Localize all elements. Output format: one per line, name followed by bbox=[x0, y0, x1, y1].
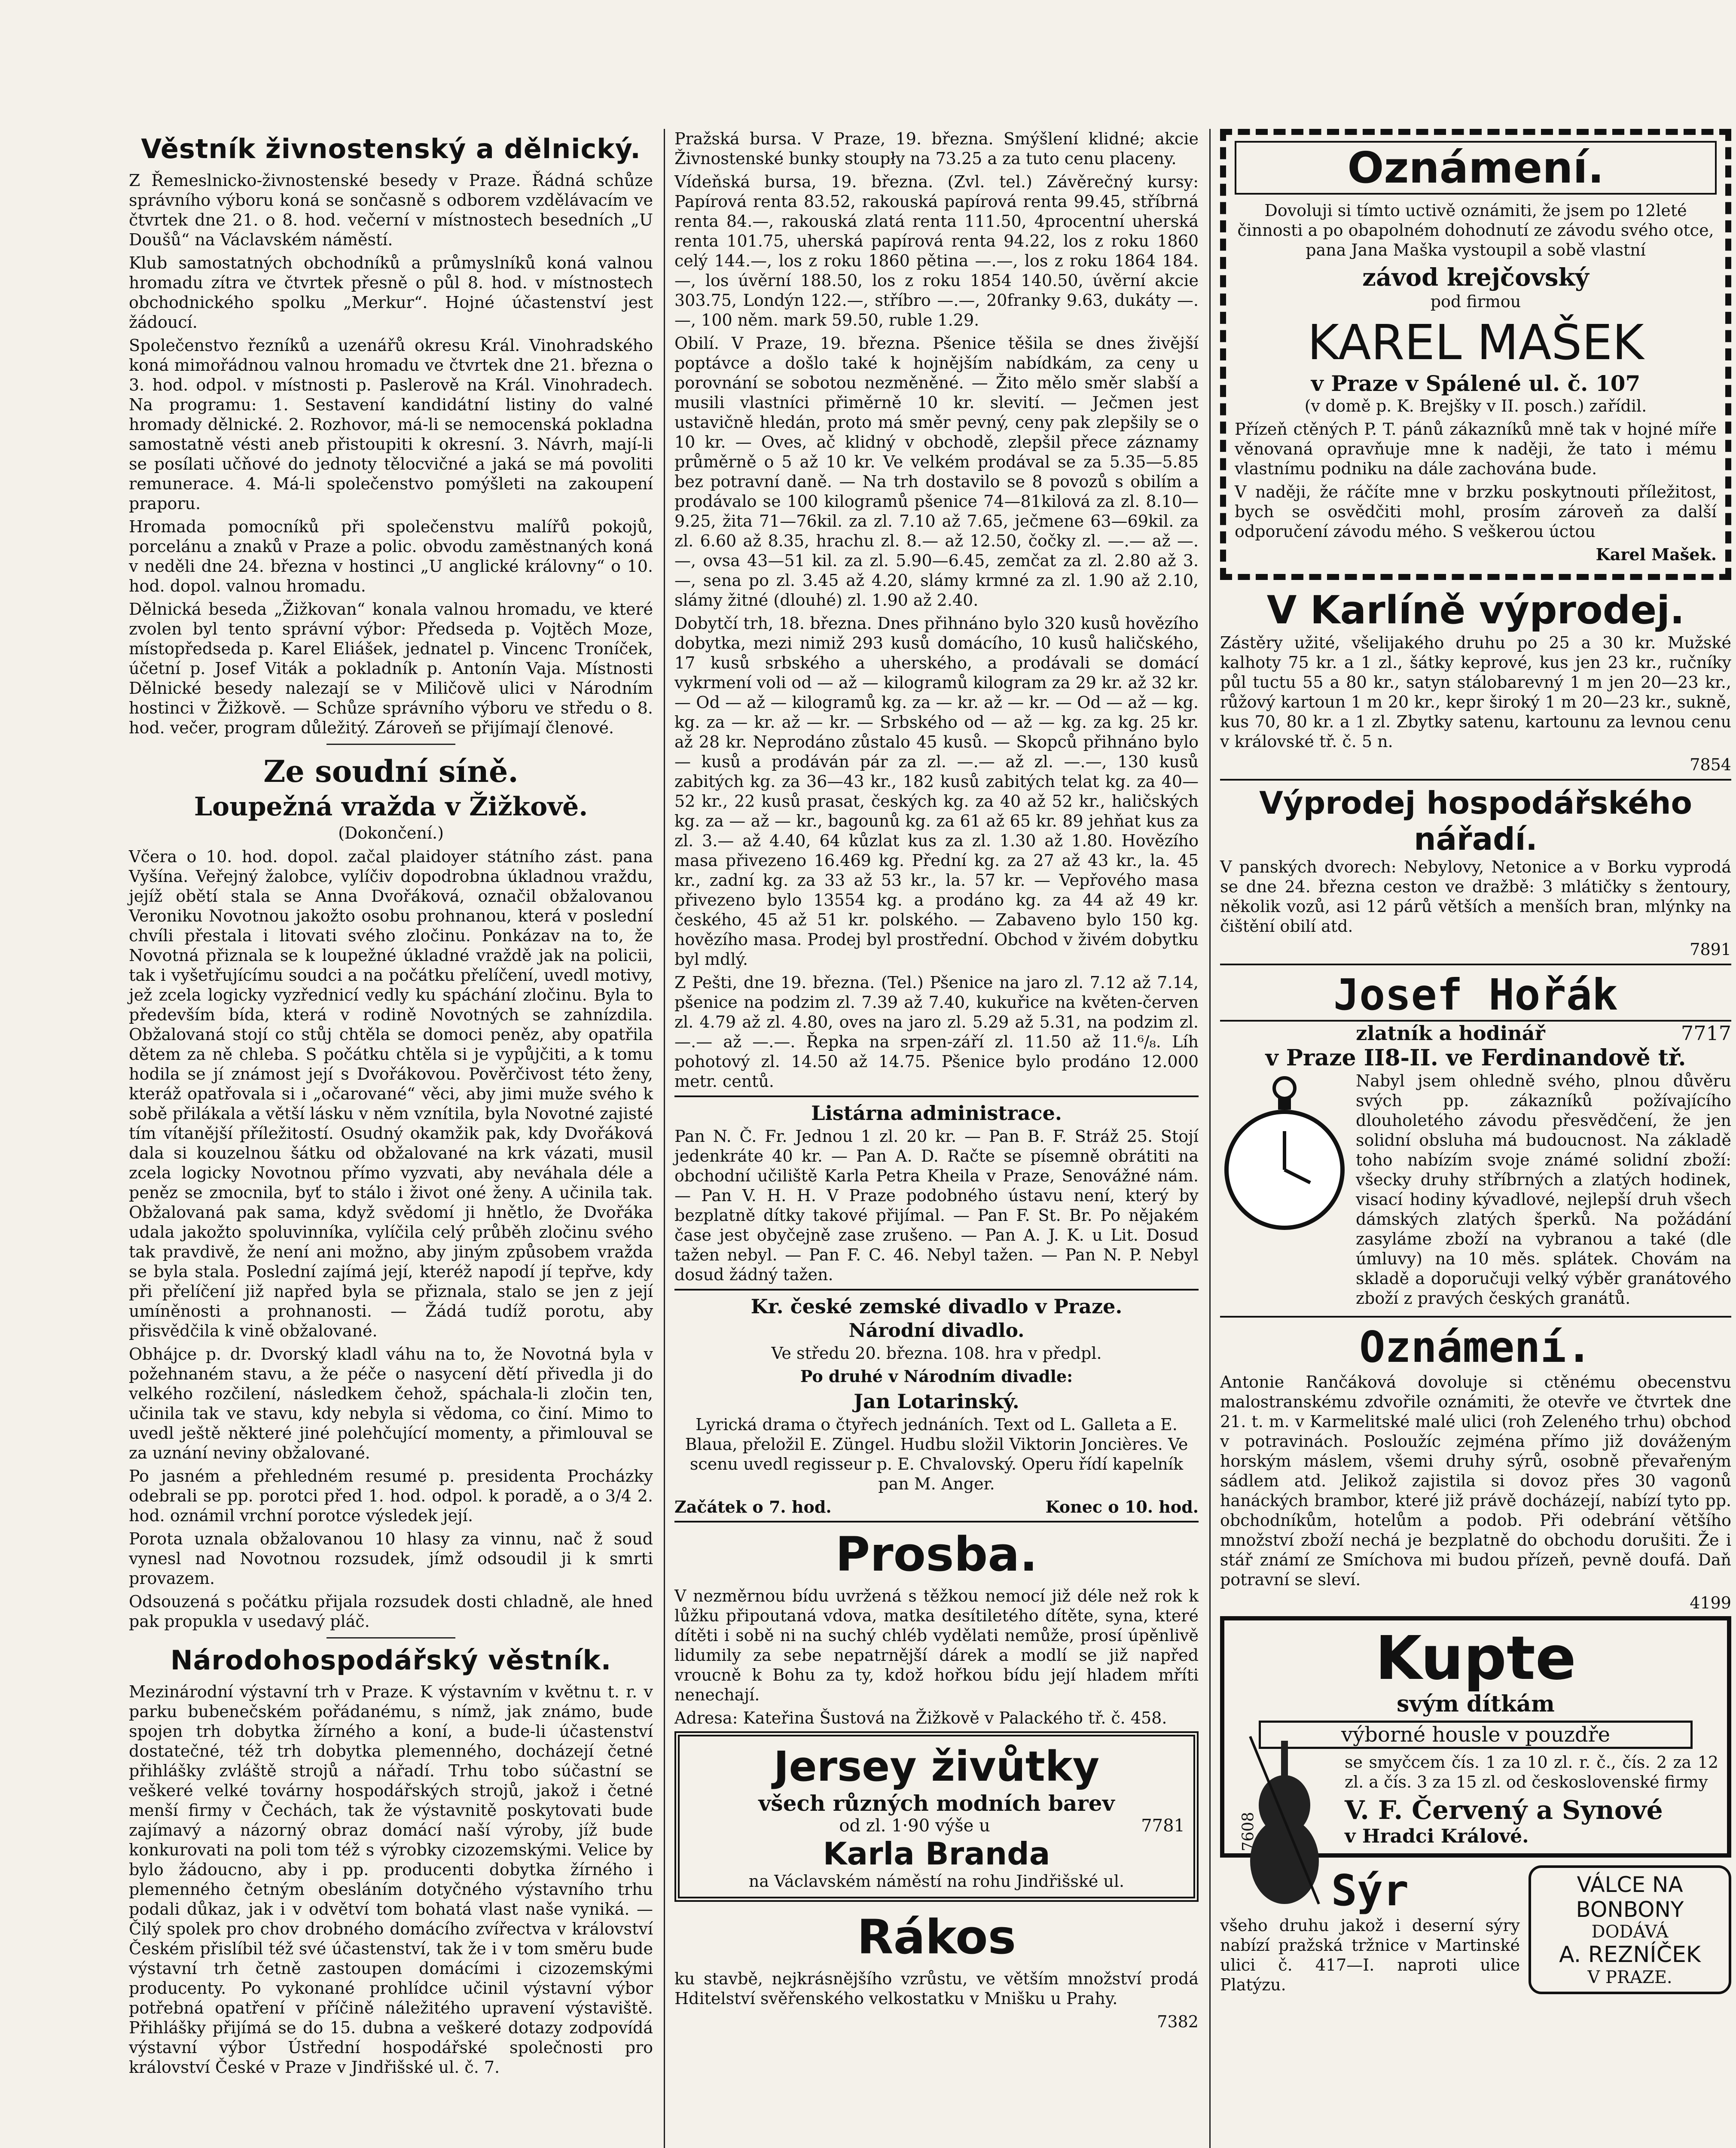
article-paragraph: Z Řemeslnicko-živnostenské besedy v Praze. Řádná schůze správního výboru koná se sončasně s odborem vzdělávacím ve čtvrtek dne 21. o 8. hod. večerní v místnostech besedních „U Doušů“ na Václavském náměstí. bbox=[129, 171, 653, 249]
divider bbox=[1220, 964, 1731, 965]
prosba-address: Adresa: Kateřina Šustová na Žižkově v Palackého tř. č. 458. bbox=[674, 1709, 1167, 1727]
article-paragraph: Dělnická beseda „Žižkovan“ konala valnou hromadu, ve které zvolen byl tento správní výbor: Předseda p. Vojtěch Moze, místopředseda p. Karel Eliášek, jednatel p. Vincenc Troníček, účetní p. Josef Viták a pokladník p. Antonín Vaja. Místnosti Dělnické besedy nalezají se v Miličově ulici v Národním hostinci v Žižkově. — Schůze správního výboru ve středu o 8. hod. večer, program důležitý. Zároveň se přijímají členové. bbox=[129, 600, 653, 737]
article-paragraph: Hromada pomocníků při společenstvu malířů pokojů, porcelánu a znaků v Praze a polic. obvodu zaměstnaných koná v neděli dne 24. března v hostinci „U anglické královny“ o 10. hod. dopol. valnou hromadu. bbox=[129, 517, 653, 595]
theatre-line: Po druhé v Národním divadle: bbox=[800, 1367, 1073, 1386]
rancakova-title: Oznámení. bbox=[1359, 1322, 1592, 1372]
masek-address: v Praze v Spálené ul. č. 107 bbox=[1311, 371, 1641, 396]
horak-num: 7717 bbox=[1681, 1022, 1731, 1045]
article-subtitle: (Dokončení.) bbox=[338, 824, 444, 842]
valce-name: A. REZNÍČEK bbox=[1559, 1942, 1701, 1968]
section-header-court: Ze soudní síně. bbox=[263, 754, 519, 789]
violin-icon bbox=[1242, 1732, 1327, 1913]
jersey-addr: na Václavském náměstí na rohu Jindřišské ul. bbox=[748, 1872, 1125, 1891]
theatre-times bbox=[674, 1497, 1199, 1516]
theatre-subtitle: Národní divadlo. bbox=[848, 1320, 1025, 1342]
prosba-title: Prosba. bbox=[835, 1527, 1038, 1582]
masek-text: Přízeň ctěných P. T. pánů zákazníků mně tak v hojné míře věnovaná opravňuje mne k naději, že tato i mému vlastnímu podniku na dále zachována bude. bbox=[1235, 420, 1717, 478]
jersey-name: Karla Branda bbox=[823, 1836, 1050, 1872]
listarna-text: Pan N. Č. Fr. Jednou 1 zl. 20 kr. — Pan B. F. Stráž 25. Stojí jedenkráte 40 kr. — Pan A. D. Račte se písemně obrátiti na obchodní učiliště Karla Petra Kheila v Praze, Senovážné nám. — Pan V. H. H. V Praze podobného ústavu není, který by bezplatně dítky takové přijímal. — Pan F. St. Br. Po nějakém čase jest obyčejně zase zrušeno. — Pan A. J. K. u Lit. Dosud tažen nebyl. — Pan F. C. 46. Nebyl tažen. — Pan N. P. Nebyl dosud žádný tažen. bbox=[674, 1127, 1199, 1284]
theatre-date: Ve středu 20. března. 108. hra v předpl. bbox=[771, 1344, 1102, 1363]
kupte-box: výborné housle v pouzdře bbox=[1259, 1721, 1693, 1749]
karlin-text: Zástěry užité, všelijakého druhu po 25 a 30 kr. Mužské kalhoty 75 kr. a 1 zl., šátky keprové, kus jen 23 kr., ručníky půl tuctu 55 a 80 kr., satyn stálobarevný 1 m jen 20—23 kr., růžový kartoun 1 m 20 kr., kepr široký 1 m 20—23 kr., sukně, kus 70, 80 kr. a 1 zl. Zbytky satenu, kartounu za levnou cenu v královské tř. č. 5 n. bbox=[1220, 633, 1731, 751]
divider bbox=[674, 1521, 1199, 1523]
kupte-num: 7608 bbox=[1239, 1812, 1257, 1852]
jersey-price: od zl. 1·90 výše u bbox=[839, 1816, 990, 1836]
jersey-sub: všech různých modních barev bbox=[758, 1791, 1115, 1816]
valce-title: VÁLCE NA BONBONY bbox=[1576, 1872, 1684, 1922]
horak-address: v Praze II8-II. ve Ferdinandově tř. bbox=[1265, 1045, 1686, 1071]
article-paragraph: Vídeňská bursa, 19. března. (Zvl. tel.) Závěrečný kursy: Papírová renta 83.52, rakouská papírová renta 99.45, stříbrná renta 84.—, rakouská zlatá renta 111.50, 4procentní uherská renta 101.75, uherská papírová renta 94.22, los z roku 1860 celý 144.—, los z roku 1860 pětina —.—, los z roku 1864 184.—, los úvěrní 188.50, los z roku 1854 140.50, úvěrní akcie 303.75, Londýn 122.—, stříbro —.—, 20franky 9.63, dukáty —.—, 100 něm. mark 59.50, ruble 1.29. bbox=[674, 172, 1199, 330]
column-rule bbox=[1209, 129, 1211, 2148]
masek-signature: Karel Mašek. bbox=[1596, 545, 1717, 564]
article-paragraph: Obilí. V Praze, 19. března. Pšenice těšila se dnes živější poptávce a došlo také k hojnějším nabídkám, za ceny u porovnání se sobotou nezměněné. — Žito mělo směr slabší a musili vlastníci přiměrně 10 kr. slevití. — Ječmen jest ustavičně hledán, proto má směr pevný, ceny pak zlepšily se o 10 kr. — Oves, ač klidný v obchodě, zlepšil přece záznamy průměrně o 5 až 10 kr. Ve velkém prodával se za 5.35—5.85 bez potravní daně. — Na trh dostavilo se 8 povozů s obilím a prodávalo se 100 kilogramů pšenice 74—81kilová za zl. 8.10—9.25, žita 71—76kil. za zl. 7.10 až 7.65, ječmene 63—69kil. za zl. 6.60 až 8.35, hrachu zl. 8.— až 12.50, čočky zl. —.— až —.—, ovsa 43—51 kil. za zl. 5.90—6.45, zemčat za zl. 2.80 až 3.—, sena po zl. 3.45 až 4.20, slámy krmné za zl. 1.90 až 2.10, slámy žitné (dlouhé) zl. 1.90 až 2.40. bbox=[674, 334, 1199, 610]
reznicek-ad bbox=[1529, 1865, 1731, 1994]
syr-text: všeho druhu jakož i deserní sýry nabízí pražská tržnice v Martinské ulici č. 417—I. naproti ulice Platýzu. bbox=[1220, 1916, 1520, 1994]
naradi-text: V panských dvorech: Nebylovy, Netonice a v Borku vyprodá se dne 24. března ceston ve dražbě: 3 mlátičky s žentoury, několik vozů, asi 12 párů větších a menších bran, mlýnky na čištění obilí atd. bbox=[1220, 857, 1731, 936]
kupte-city: v Hradci Králové. bbox=[1345, 1825, 1529, 1847]
prosba-text: V nezměrnou bídu uvržená s těžkou nemocí již déle než rok k lůžku připoutaná vdova, matka desítiletého dítěte, syna, které dítěti i sobě ni na suchý chléb vydělati nemůže, prosí úpěnlivě lidumily za sebe nepatrnější dárek a modlí se již napřed vroucně k Bohu za ty, kdož hořkou bídu její hladem mříti nenechají. bbox=[674, 1587, 1199, 1704]
theatre-title: Kr. české zemské divadlo v Praze. bbox=[751, 1295, 1123, 1318]
column-rule bbox=[664, 129, 665, 2148]
theatre-end: Konec o 10. hod. bbox=[1045, 1497, 1199, 1516]
masek-title: Oznámení. bbox=[1235, 141, 1717, 195]
section-header-trade: Věstník živnostenský a dělnický. bbox=[141, 133, 641, 165]
horak-text: Nabyl jsem ohledně svého, plnou důvěru svých pp. zákazníků požívajícího dlouholetého závodu přesvědčení, že jen solidní obsluha má budoucnost. Na základě toho nabízím svoje známé solidní zboží: všecky druhy stříbrných a zlatých hodinek, visací hodiny kývadlové, nejlepší druh všech dámských zlatých šperků. Na požádání zasyláme zboží na vybranou a také (dle úmluvy) na 10 měs. splátek. Chovám na skladě a doporučuji velký výběr granátového zboží z pravých českých granátů. bbox=[1356, 1071, 1731, 1308]
jersey-ad bbox=[674, 1731, 1199, 1902]
naradi-title: Výprodej hospodářského nářadí. bbox=[1259, 785, 1692, 857]
masek-text: V naději, že ráčíte mne v brzku poskytnouti příležitost, bych se osvědčiti mohl, prosím zároveň za další odporučení závodu mého. S veškerou úctou bbox=[1235, 482, 1717, 541]
divider bbox=[326, 744, 455, 745]
kupte-title: Kupte bbox=[1375, 1623, 1576, 1693]
article-paragraph: Společenstvo řezníků a uzenářů okresu Král. Vinohradského koná mimořádnou valnou hromadu ve čtvrtek dne 21. března o 3. hod. odpol. v místnosti p. Paslerově na Král. Vinohradech. Na programu: 1. Sestavení kandidátní listiny do valné hromady dělnické. 2. Rozhovor, má-li se nemocenská pokladna samostatně vésti aneb přistoupiti k okresní. 3. Návrh, mají-li se posílati učňové do jednoty tělocvičné a jaká se má povoliti remunerace. 4. Má-li společenstvo pomýšleti na zakoupení praporu. bbox=[129, 336, 653, 513]
listarna-title: Listárna administrace. bbox=[811, 1101, 1062, 1125]
divider bbox=[1220, 1316, 1731, 1318]
karlin-title: V Karlíně výprodej. bbox=[1266, 588, 1685, 633]
divider bbox=[674, 1289, 1199, 1291]
article-paragraph: Odsouzená s počátku přijala rozsudek dosti chladně, ale hned pak propukla v usedavý pláč. bbox=[129, 1592, 653, 1631]
masek-address2: (v domě p. K. Brejšky v II. posch.) zařídil. bbox=[1304, 397, 1647, 415]
valce-mid: DODÁVÁ bbox=[1591, 1922, 1669, 1942]
article-paragraph: Včera o 10. hod. dopol. začal plaidoyer státního zást. pana Vyšína. Veřejný žalobce, vylíčiv dopodrobna úkladnou vraždu, jejíž obětí stala se Anna Dvořáková, označil obžalovanou Veroniku Novotnou jakožto osobu prohnanou, která v poslední chvíli přestala i litovati svého zločinu. Ponkázav na to, že Novotná přiznala se k loupežné úkladné vraždě jak na policii, tak i vyšetřujícímu soudci a na počátku přelíčení, uvedl motivy, jež zcela logicky vyzřednicí vedly ku spáchání zločinu. Byla to především bída, která v rodině Novotných se zahnízdila. Obžalovaná stojí co stůj chtěla se domoci peněz, aby opatřila dětem za ně chleba. S počátku chtěla si je vypůjčiti, a k tomu hodila se jí známost její s Dvořákovou. Pověrčivost této ženy, kteráž opatřovala si i „očarované“ věci, aby jimi muže svého k sobě přilákala a větší lásku v něm vznítila, byla Novotné zajisté tím vítanější příležitostí. Osudný okamžik pak, kdy Dvořáková dala si kouzelnou šátku od obžalované na krk vázati, musil zcela logicky Novotnou přímo vyzvati, aby neváhala déle a peněz se zmocnila, byť to stálo i život oné ženy. A učinila tak. Obžalovaná pak sama, když svědomí ji hnětlo, že Dvořáka udala jakožto spoluvinníka, vylíčila celý průběh zločinu svého tak pravdivě, že není ani možno, aby jiným způsobem vražda se byla stala. Poslední zajímá její, kteréž napodí jí tepřve, kdy při přelíčení již napřed byla se přiznala, stalo se jen z její umíněnosti a prohnanosti. — Žádá tudíž porotu, aby přisvědčila k vině obžalované. bbox=[129, 847, 653, 1340]
column-2 bbox=[674, 129, 1199, 2035]
masek-text: Dovoluji si tímto uctivě oznámiti, že jsem po 12leté činnosti a po obapolném dohodnutí ze závodu svého otce, pana Jana Maška vystoupil a sobě vlastní bbox=[1237, 201, 1714, 259]
masek-name: KAREL MAŠEK bbox=[1307, 315, 1644, 371]
rakos-text: ku stavbě, nejkrásnějšího vzrůstu, ve větším množství prodá Hditelství svěřenského velkostatku v Mnišku u Prahy. bbox=[674, 1969, 1199, 2008]
masek-ad bbox=[1220, 129, 1731, 580]
divider bbox=[674, 1095, 1199, 1097]
section-header-economy: Národohospodářský věstník. bbox=[170, 1645, 612, 1676]
article-title: Loupežná vražda v Žižkově. bbox=[194, 792, 588, 822]
article-paragraph: Pražská bursa. V Praze, 19. března. Smýšlení klidné; akcie Živnostenské bunky stoupły na 73.25 a za tuto cenu placeny. bbox=[674, 129, 1199, 168]
column-3 bbox=[1220, 129, 1731, 1998]
article-paragraph: Po jasném a přehledném resumé p. presidenta Procházky odebrali se pp. porotci před 1. hod. odpol. k poradě, a o 3/4 2. hod. oznámil vrchní porotce výsledek její. bbox=[129, 1467, 653, 1525]
divider bbox=[1220, 779, 1731, 781]
kupte-sub: svým dítkám bbox=[1397, 1691, 1555, 1717]
naradi-num: 7891 bbox=[1690, 940, 1731, 959]
karlin-num: 7854 bbox=[1690, 755, 1731, 774]
kupte-text: se smyčcem čís. 1 za 10 zl. r. č., čís. 2 za 12 zl. a čís. 3 za 15 zl. od československé firmy bbox=[1345, 1753, 1718, 1791]
article-paragraph: Dobytčí trh, 18. března. Dnes přihnáno bylo 320 kusů hovězího dobytka, mezi nimiž 293 kusů domácího, 10 kusů haličského, 17 kusů srbského a uherského, a prodávali se domácí vykrmení voli od — až — kilogramů kilogram za 29 kr. až 32 kr. — Od — až — kilogramů kg. za — kr. až — kr. — Od — až — kg. kg. za — kr. až — kr. — Srbského od — až — kg. za kg. 25 kr. až 28 kr. Neprodáno zůstalo 45 kusů. — Skopců přihnáno bylo — kusů a prodáván pár za zl. —.— až zl. —.—, 130 kusů zabitých kg. za 36—43 kr., 182 kusů zabitých telat kg. za 40—52 kr., 22 kusů prasat, českých kg. za 40 až 52 kr., haličských kg. za — až — kr., bagounů kg. za 61 až 65 kr. 89 jehňat kus za zl. 3.— až 4.40, 64 kůzlat kus za zl. 1.30 až 1.80. Hovězího masa přivezeno 16.469 kg. Přední kg. za 27 až 43 kr., la. 45 kr., zadní kg. za 33 až 53 kr., la. 57 kr. — Vepřového masa přivezeno bylo 13554 kg. a prodáno kg. za 44 až 49 kr. českého, 45 až 51 kr. polského. — Zabaveno bylo 150 kg. hovězího masa. Prodej byl prostřední. Obchod v živém dobytku byl mdlý. bbox=[674, 614, 1199, 969]
theatre-start: Začátek o 7. hod. bbox=[674, 1497, 832, 1516]
article-paragraph: Obhájce p. dr. Dvorský kladl váhu na to, že Novotná byla v požehnaném stavu, a že péče o nasycení dětí přivedla ji do velkého rozčilení, následkem čehož, spáchala-li zločin ten, učinila tak ve stavu, kdy nebyla si vědoma, co činí. Mimo to uvedl ještě některé jiné polehčující momenty, a přimlouval se za uznání neviny obžalované. bbox=[129, 1345, 653, 1462]
rakos-num: 7382 bbox=[1157, 2012, 1199, 2031]
jersey-num: 7781 bbox=[1141, 1816, 1185, 1836]
theatre-desc: Lyrická drama o čtyřech jednáních. Text od L. Galleta a E. Blaua, přeložil E. Züngel. Hudbu složil Viktorin Joncières. Ve scenu uvedl regisseur p. E. Chvalovský. Operu řídí kapelník pan M. Anger. bbox=[685, 1415, 1188, 1493]
rancakova-text: Antonie Rančáková dovoluje si ctěnému obecenstvu malostranskému zdvořile oznámiti, že otevře ve čtvrtek dne 21. t. m. v Karmelitské malé ulici (roh Zeleného trhu) obchod v potravinách. Posloužíc zejména přímo již dováženým horským máslem, všemi druhy sýrů, osobně převařeným sádlem atd. Jelikož zajistila si dovoz přes 30 vagonů hanáckých brambor, které již právě docházejí, nabízí tyto pp. obchodníkům, hotelům a podob. Při odebrání většího množství zboží nechá je bezplatně do obchodu dorušiti. Že i stář známí ze Smíchova mi budou přízeň, pevně doufá. Daň potravní se sleví. bbox=[1220, 1373, 1731, 1589]
jersey-title: Jersey živůtky bbox=[773, 1742, 1100, 1791]
pocket-watch-icon bbox=[1220, 1071, 1349, 1234]
column-1 bbox=[129, 129, 653, 2081]
rancakova-num: 4199 bbox=[1690, 1593, 1731, 1612]
kupte-firm: V. F. Červený a Synové bbox=[1345, 1795, 1663, 1825]
valce-city: V PRAZE. bbox=[1587, 1968, 1672, 1987]
theatre-play: Jan Lotarinský. bbox=[854, 1390, 1019, 1413]
masek-firm-label: pod firmou bbox=[1430, 292, 1521, 311]
rakos-title: Rákos bbox=[857, 1910, 1016, 1965]
horak-sub: zlatník a hodinář bbox=[1356, 1022, 1545, 1045]
syr-title: Sýr bbox=[1331, 1865, 1409, 1916]
masek-business: závod krejčovský bbox=[1362, 263, 1589, 292]
article-paragraph: Porota uznala obžalovanou 10 hlasy za vinnu, nač ž soud vynesl nad Novotnou rozsudek, jímž odsoudil ji k smrti provazem. bbox=[129, 1529, 653, 1588]
article-paragraph: Mezinárodní výstavní trh v Praze. K výstavním v květnu t. r. v parku bubenečském pořádanému, s nímž, jak známo, bude spojen trh dobytka žírného a koní, a bude-li účastenství dostatečné, též trh dobytka plemenného, docházejí četné přihlášky zvláště strojů a nářadí. Trhu tobo súčastní se veškeré velké továrny hospodářských strojů, jakož i četné menší firmy v Čechách, tak že výstavnitě poskytovati bude zajímavý a názorný obraz domácí naší výroby, jíž bude konkurovati na poli tom též s výrobky cizozemskými. Velice by bylo žádoucno, aby i pp. producenti dobytka žírného i plemenného četným obesláním dotyčného výstavního trhu podali důkaz, jak i v odvětví tom bohatá vlast naše vyniká. — Čilý spolek pro chov drobného domácího zvířectva v království Českém přislíbil též své účastenství, tak že i v tom směru bude výstavní trh četně zastoupen domácími i cizozemskými producenty. Po vykonané prohlídce učinil výstavní výbor potřebná opatření v příčině náležitého upravení výstaviště. Přihlášky přijímá se do 15. dubna a veškeré dotazy zodpovídá výstavní výbor Ústřední hospodářské společnosti pro království České v Praze v Jindřišské ul. č. 7. bbox=[129, 1682, 653, 2077]
article-paragraph: Klub samostatných obchodníků a průmyslníků koná valnou hromadu zítra ve čtvrtek přesně o půl 8. hod. v místnostech obchodnického spolku „Merkur“. Hojné účastenství jest žádoucí. bbox=[129, 253, 653, 332]
article-paragraph: Z Pešti, dne 19. března. (Tel.) Pšenice na jaro zl. 7.12 až 7.14, pšenice na podzim zl. 7.39 až 7.40, kukuřice na květen-červen zl. 4.79 až zl. 4.80, oves na jaro zl. 5.29 až 5.31, na podzim zl. —.— až —.—. Řepka na srpen-září zl. 11.50 až 11.⁶/₈. Líh pohotový zl. 14.50 až 14.75. Pšenice bylo prodáno 12.000 metr. centů. bbox=[674, 973, 1199, 1091]
newspaper-page bbox=[129, 129, 1736, 2148]
cerveny-ad bbox=[1220, 1616, 1731, 1858]
divider bbox=[326, 1637, 455, 1638]
horak-title: Josef Hořák bbox=[1220, 970, 1731, 1022]
